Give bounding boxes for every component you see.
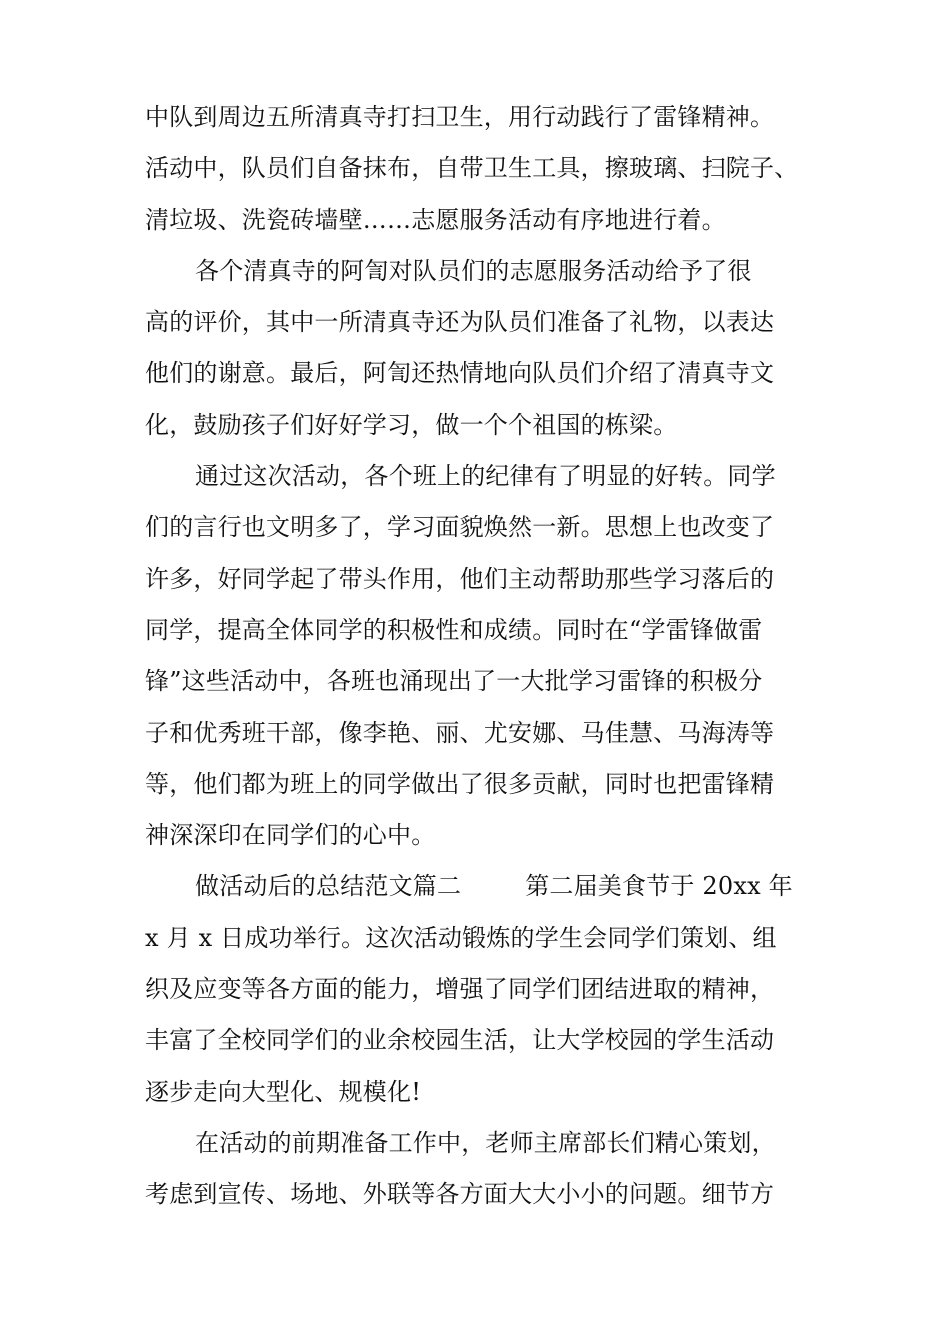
text-line: 考虑到宣传、场地、外联等各方面大大小小的问题。细节方 (145, 1180, 775, 1209)
text-line: 神深深印在同学们的心中。 (145, 821, 436, 850)
text-line: 他们的谢意。最后，阿訇还热情地向队员们介绍了清真寺文 (145, 359, 775, 388)
section-heading-line (145, 861, 810, 912)
text-line: x 月 x 日成功举行。这次活动锻炼的学生会同学们策划、组 (145, 923, 777, 952)
heading-continuation: 第二届美食节于 20xx 年 (525, 872, 793, 901)
text-line: 逐步走向大型化、规模化! (145, 1077, 422, 1106)
text-line: 许多，好同学起了带头作用，他们主动帮助那些学习落后的 (145, 564, 775, 593)
text-line: 同学，提高全体同学的积极性和成绩。同时在“学雷锋做雷 (145, 615, 763, 644)
paragraph-start-line: 各个清真寺的阿訇对队员们的志愿服务活动给予了很 (195, 256, 752, 285)
text-line: 丰富了全校同学们的业余校园生活，让大学校园的学生活动 (145, 1026, 775, 1055)
text-line: 织及应变等各方面的能力，增强了同学们团结进取的精神， (145, 975, 775, 1004)
text-line: 高的评价，其中一所清真寺还为队员们准备了礼物，以表达 (145, 308, 775, 337)
text-line: 清垃圾、洗瓷砖墙壁……志愿服务活动有序地进行着。 (145, 205, 726, 234)
text-line: 活动中，队员们自备抹布，自带卫生工具，擦玻璃、扫院子、 (145, 154, 799, 183)
text-line: 等，他们都为班上的同学做出了很多贡献，同时也把雷锋精 (145, 769, 775, 798)
section-heading: 做活动后的总结范文篇二 (195, 872, 462, 901)
text-line: 子和优秀班干部，像李艳、丽、尤安娜、马佳慧、马海涛等 (145, 718, 775, 747)
body-text (145, 92, 810, 1221)
paragraph-start-line: 在活动的前期准备工作中，老师主席部长们精心策划， (195, 1128, 776, 1157)
text-line: 中队到周边五所清真寺打扫卫生，用行动践行了雷锋精神。 (145, 103, 775, 131)
text-line: 们的言行也文明多了，学习面貌焕然一新。思想上也改变了 (145, 513, 775, 542)
text-line: 锋”这些活动中，各班也涌现出了一大批学习雷锋的积极分 (145, 667, 763, 696)
paragraph-start-line: 通过这次活动，各个班上的纪律有了明显的好转。同学 (195, 462, 776, 491)
text-line: 化，鼓励孩子们好好学习，做一个个祖国的栋梁。 (145, 410, 678, 439)
